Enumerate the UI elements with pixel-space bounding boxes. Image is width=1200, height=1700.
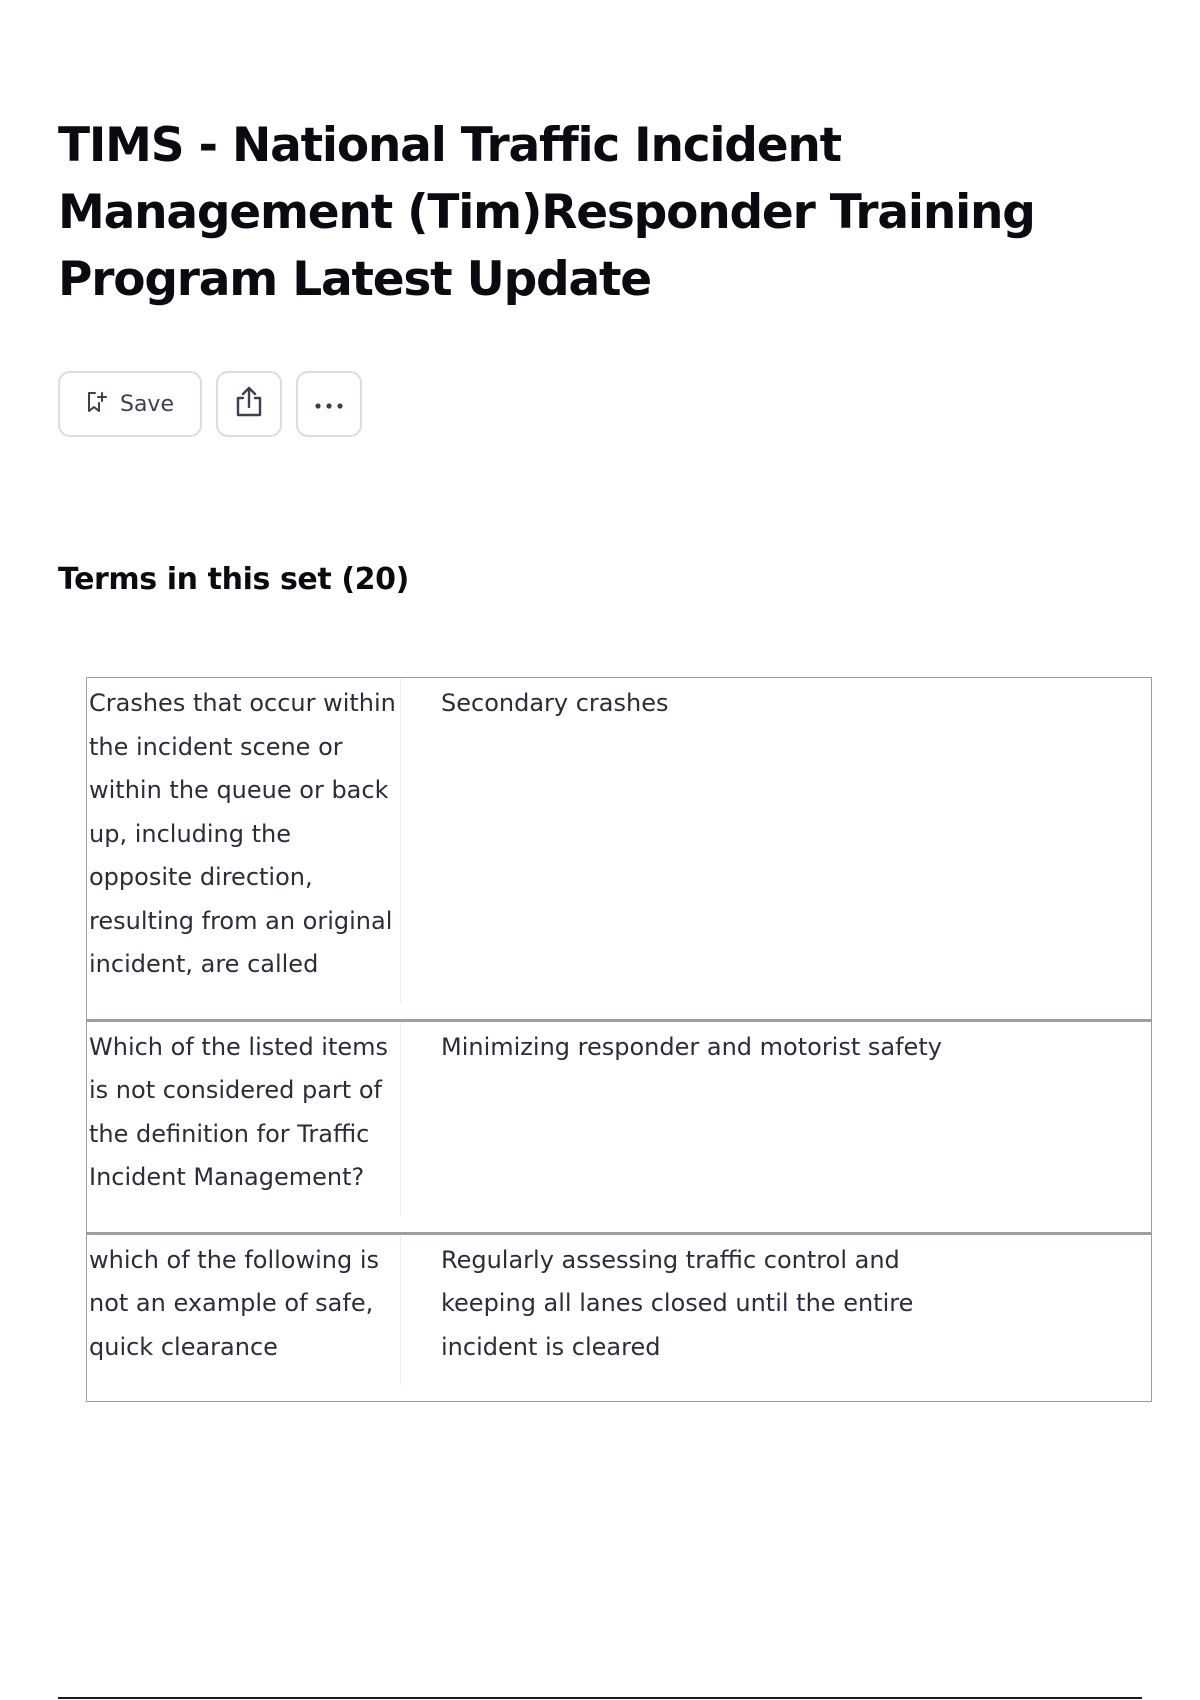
terms-table (86, 677, 1152, 1402)
definition-text: Secondary crashes (441, 689, 669, 717)
page-title: TIMS - National Traffic Incident Management (Tim)Responder Training Program Latest Update (58, 118, 1035, 307)
term-row (87, 1232, 1151, 1402)
share-icon (233, 385, 265, 423)
footer-divider (58, 1697, 1142, 1699)
term-row (87, 1019, 1151, 1232)
share-button[interactable] (216, 371, 282, 437)
more-horizontal-icon (313, 395, 345, 414)
term-text: Crashes that occur within the incident scene or within the queue or back up, including the opposite direction, resulting from an original incident, are called (87, 678, 401, 1003)
action-toolbar (58, 371, 362, 437)
definition-text: Regularly assessing traffic control and keeping all lanes closed until the entire incident is cleared (441, 1245, 914, 1361)
save-button[interactable] (58, 371, 202, 437)
definition-text: Minimizing responder and motorist safety (441, 1032, 942, 1061)
terms-heading: Terms in this set (20) (58, 562, 409, 597)
term-text: which of the following is not an example of safe, quick clearance (87, 1235, 401, 1386)
term-row (87, 678, 1151, 1019)
more-options-button[interactable] (296, 371, 362, 437)
bookmark-plus-icon (86, 390, 108, 418)
term-text: Which of the listed items is not considered part of the definition for Traffic Incident Management? (87, 1022, 401, 1216)
save-button-label: Save (119, 391, 174, 417)
